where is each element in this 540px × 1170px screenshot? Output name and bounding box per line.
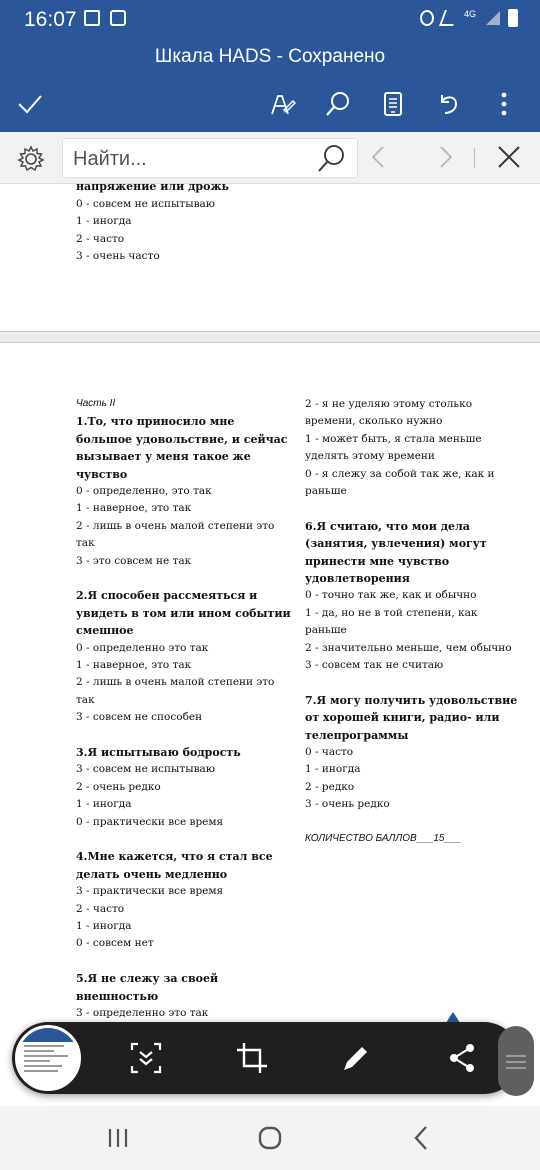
back-icon[interactable] <box>404 1122 440 1154</box>
signal-icon <box>486 11 500 25</box>
left-column-text-line: 2 - очень редко <box>76 780 161 793</box>
document-title: Шкала HADS - Сохранено <box>154 46 386 67</box>
left-column-text-line: 2.Я способен рассмеяться и <box>76 589 258 603</box>
document-canvas[interactable] <box>0 184 540 1106</box>
scroll-capture-icon[interactable] <box>128 1040 164 1076</box>
right-column-text-line: 1 - может быть, я стала меньше <box>305 432 482 445</box>
mute-icon <box>439 10 459 26</box>
right-column-text-line: 1 - иногда <box>305 763 361 776</box>
left-column-text-line: 0 - определенно это так <box>76 641 209 654</box>
draw-icon[interactable] <box>338 1040 374 1076</box>
left-column-text-line: 0 - практически все время <box>76 815 224 828</box>
find-box <box>62 138 358 178</box>
right-column-text-line: 3 - очень редко <box>305 798 390 811</box>
left-column-text-line: 1 - иногда <box>76 920 132 932</box>
left-column-text-line: 2 - лишь в очень малой степени это <box>76 676 275 689</box>
left-column-text-line: большое удовольствие, и сейчас <box>76 432 288 446</box>
toolbar-drag-handle[interactable] <box>498 1026 534 1096</box>
check-icon[interactable] <box>12 86 48 122</box>
left-column-text-line: 3.Я испытываю бодрость <box>76 746 241 759</box>
left-column-text-line: внешностью <box>76 989 159 1003</box>
page1-text-line: 2 - часто <box>76 232 125 245</box>
left-column-text-line: 2 - часто <box>76 902 125 915</box>
share-icon[interactable] <box>444 1040 480 1076</box>
left-column-text-line: 0 - определенно, это так <box>76 485 212 497</box>
left-column-text-line: 3 - совсем не испытываю <box>76 763 215 776</box>
left-column-text-line: 3 - совсем не способен <box>76 711 203 724</box>
right-column-text-line: 2 - редко <box>305 780 355 793</box>
right-column-text-line: уделять этому времени <box>305 450 435 463</box>
network-type-label: 4G <box>464 9 477 19</box>
screenshot-thumbnail[interactable] <box>15 1025 81 1091</box>
left-column-text-line: 3 - определенно это так <box>76 1007 209 1019</box>
left-column-text-line: смешное <box>76 624 134 638</box>
right-column-text-line: 2 - значительно меньше, чем обычно <box>305 641 512 654</box>
battery-icon <box>508 9 518 27</box>
right-column-text-line: телепрограммы <box>305 728 409 742</box>
divider <box>474 148 475 168</box>
crop-icon[interactable] <box>234 1040 270 1076</box>
system-nav-bar <box>0 1106 540 1170</box>
page1-text-line: 3 - очень часто <box>76 250 160 262</box>
right-column-text-line: 0 - часто <box>305 746 354 758</box>
left-column-text-line: 5.Я не слежу за своей <box>76 972 219 986</box>
left-column-text-line: 4.Мне кажется, что я стал все <box>76 850 273 864</box>
left-column-text-line: вызывает у меня такое же <box>76 450 251 464</box>
right-column-text-line: раньше <box>305 624 347 637</box>
left-column-text-line: чувство <box>76 467 128 481</box>
page1-text-line: напряжение или дрожь <box>76 184 230 193</box>
alarm-icon <box>420 10 434 26</box>
more-icon[interactable] <box>486 86 522 122</box>
find-search-icon[interactable] <box>315 143 347 175</box>
left-column-text-line: 1 - наверное, это так <box>76 659 192 671</box>
pen-icon[interactable] <box>264 86 300 122</box>
find-next-icon[interactable] <box>430 142 460 172</box>
left-column-text-line: 2 - лишь в очень малой степени это <box>76 519 275 532</box>
left-column-text-line: увидеть в том или ином событии <box>76 606 291 620</box>
right-column-text-line: 6.Я считаю, что мои дела <box>305 519 470 533</box>
document-page-1 <box>0 184 540 332</box>
find-input[interactable] <box>73 145 303 173</box>
main-toolbar <box>0 82 540 126</box>
page1-text-line: 1 - иногда <box>76 215 132 227</box>
close-icon[interactable] <box>494 142 524 172</box>
left-column-text-line: 3 - это совсем не так <box>76 554 192 567</box>
status-time: 16:07 <box>24 8 77 31</box>
right-column-text-line: 7.Я могу получить удовольствие <box>305 693 518 707</box>
home-icon[interactable] <box>252 1122 288 1154</box>
recents-icon[interactable] <box>100 1122 136 1154</box>
right-column-text-line: удовлетворения <box>305 572 410 585</box>
notification-icon <box>110 10 126 26</box>
left-column-text-line: 1.То, что приносило мне <box>76 415 235 429</box>
right-column-text-line: (занятия, увлечения) могут <box>305 537 487 551</box>
left-column-text-line: так <box>76 537 95 550</box>
find-bar <box>0 132 540 184</box>
find-previous-icon[interactable] <box>364 142 394 172</box>
left-column-text-line: 1 - наверное, это так <box>76 502 192 515</box>
right-column-text-line: 1 - да, но не в той степени, как <box>305 606 478 619</box>
app-header <box>0 0 540 132</box>
right-column-text-line: 2 - я не уделяю этому столько <box>305 398 473 410</box>
screenshot-toolbar <box>12 1022 520 1094</box>
left-column-text-line: 1 - иногда <box>76 798 132 811</box>
left-column-text-line: так <box>76 693 95 706</box>
left-column-text-line: 3 - практически все время <box>76 885 224 898</box>
gallery-notification-icon <box>84 10 100 26</box>
undo-icon[interactable] <box>430 86 466 122</box>
right-column-text-line: КОЛИЧЕСТВО БАЛЛОВ___15___ <box>305 833 462 844</box>
status-bar <box>0 0 540 40</box>
right-column-text-line: 3 - совсем так не считаю <box>305 659 444 671</box>
search-icon[interactable] <box>320 86 356 122</box>
right-column-text-line: времени, сколько нужно <box>305 415 443 428</box>
right-column-text-line: 0 - точно так же, как и обычно <box>305 589 477 602</box>
right-column-text-line: от хорошей книги, радио- или <box>305 711 500 725</box>
gear-icon[interactable] <box>16 144 46 174</box>
right-column-text-line: принести мне чувство <box>305 554 450 568</box>
page1-text-line: 0 - совсем не испытываю <box>76 197 215 210</box>
left-column-text-line: 0 - совсем нет <box>76 937 154 950</box>
right-column-text-line: 0 - я слежу за собой так же, как и <box>305 467 495 480</box>
document-page-2 <box>0 342 540 1106</box>
reading-view-icon[interactable] <box>375 86 411 122</box>
left-column-text-line: Часть II <box>76 398 116 409</box>
left-column-text-line: делать очень медленно <box>76 867 228 881</box>
right-column-text-line: раньше <box>305 485 347 497</box>
